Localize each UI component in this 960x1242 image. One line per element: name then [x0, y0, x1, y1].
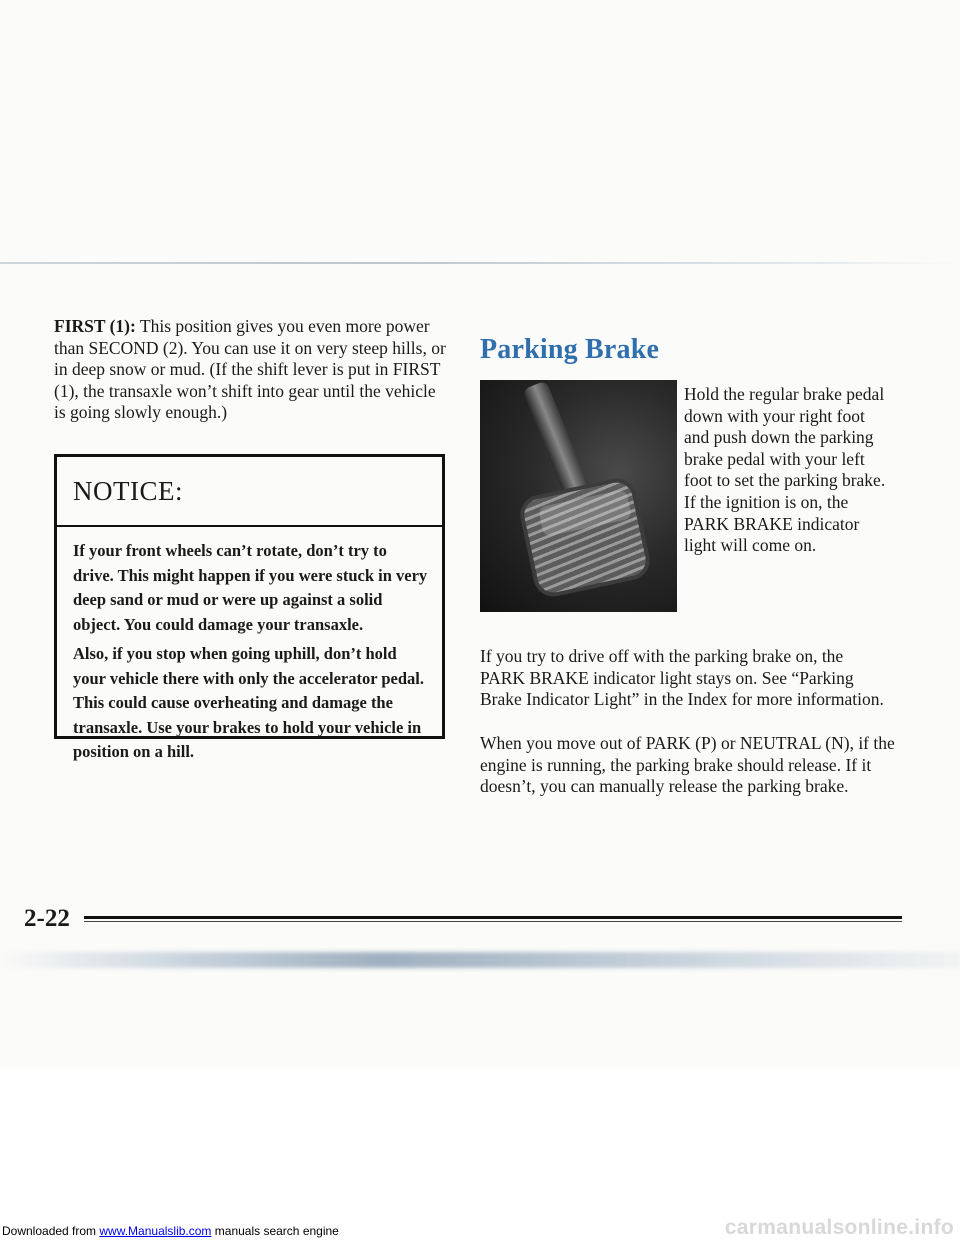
notice-title: NOTICE: [73, 475, 183, 506]
download-prefix: Downloaded from [2, 1224, 100, 1238]
first-gear-text: This position gives you even more power than SECOND (2). You can use it on very steep hills, or in deep snow or mud. (If the shift lever is put in FIRST (1), the transaxle won’t shift into gear until the vehicle is going slowly enough.) [54, 316, 446, 422]
indicator-paragraph [480, 646, 890, 711]
download-suffix: manuals search engine [211, 1224, 339, 1238]
parking-brake-instructions: Hold the regular brake pedal down with your right foot and push down the parking brake pedal with your left foot to set the parking brake. If the ignition is on, the PARK BRAKE indicator light will come on. [684, 384, 886, 556]
top-divider [0, 262, 960, 264]
first-gear-paragraph [54, 316, 446, 424]
section-title: Parking Brake [480, 334, 660, 365]
notice-paragraph-2: Also, if you stop when going uphill, don’t hold your vehicle there with only the accelerator pedal. This could cause overheating and damage the transaxle. Use your brakes to hold your vehicle in position on a hill. [73, 644, 425, 761]
notice-header [57, 457, 442, 527]
footer-rule-thin [84, 921, 902, 922]
indicator-paragraph-text: If you try to drive off with the parking brake on, the PARK BRAKE indicator light stays on. See “Parking Brake Indicator Light” in the Index for more information. [480, 646, 884, 709]
notice-paragraph-1: If your front wheels can’t rotate, don’t try to drive. This might happen if you were stuck in very deep sand or mud or were up against a solid object. You could damage your transaxle. [73, 541, 428, 634]
watermark: carmanualsonline.info [724, 1216, 954, 1239]
footer-rule-thick [84, 916, 902, 919]
release-paragraph [480, 733, 900, 798]
parking-brake-pedal-photo [480, 380, 677, 612]
manualslib-link[interactable]: www.Manualslib.com [99, 1224, 212, 1238]
page-number: 2-22 [24, 905, 70, 932]
footer-blue-band [0, 952, 960, 968]
release-paragraph-text: When you move out of PARK (P) or NEUTRAL (N), if the engine is running, the parking brake should release. If it doesn’t, you can manually release the parking brake. [480, 733, 895, 796]
first-gear-label: FIRST (1): [54, 316, 136, 336]
photo-caption-text [684, 384, 894, 557]
notice-box [54, 454, 445, 761]
download-notice [2, 1224, 339, 1238]
notice-body [57, 527, 442, 765]
